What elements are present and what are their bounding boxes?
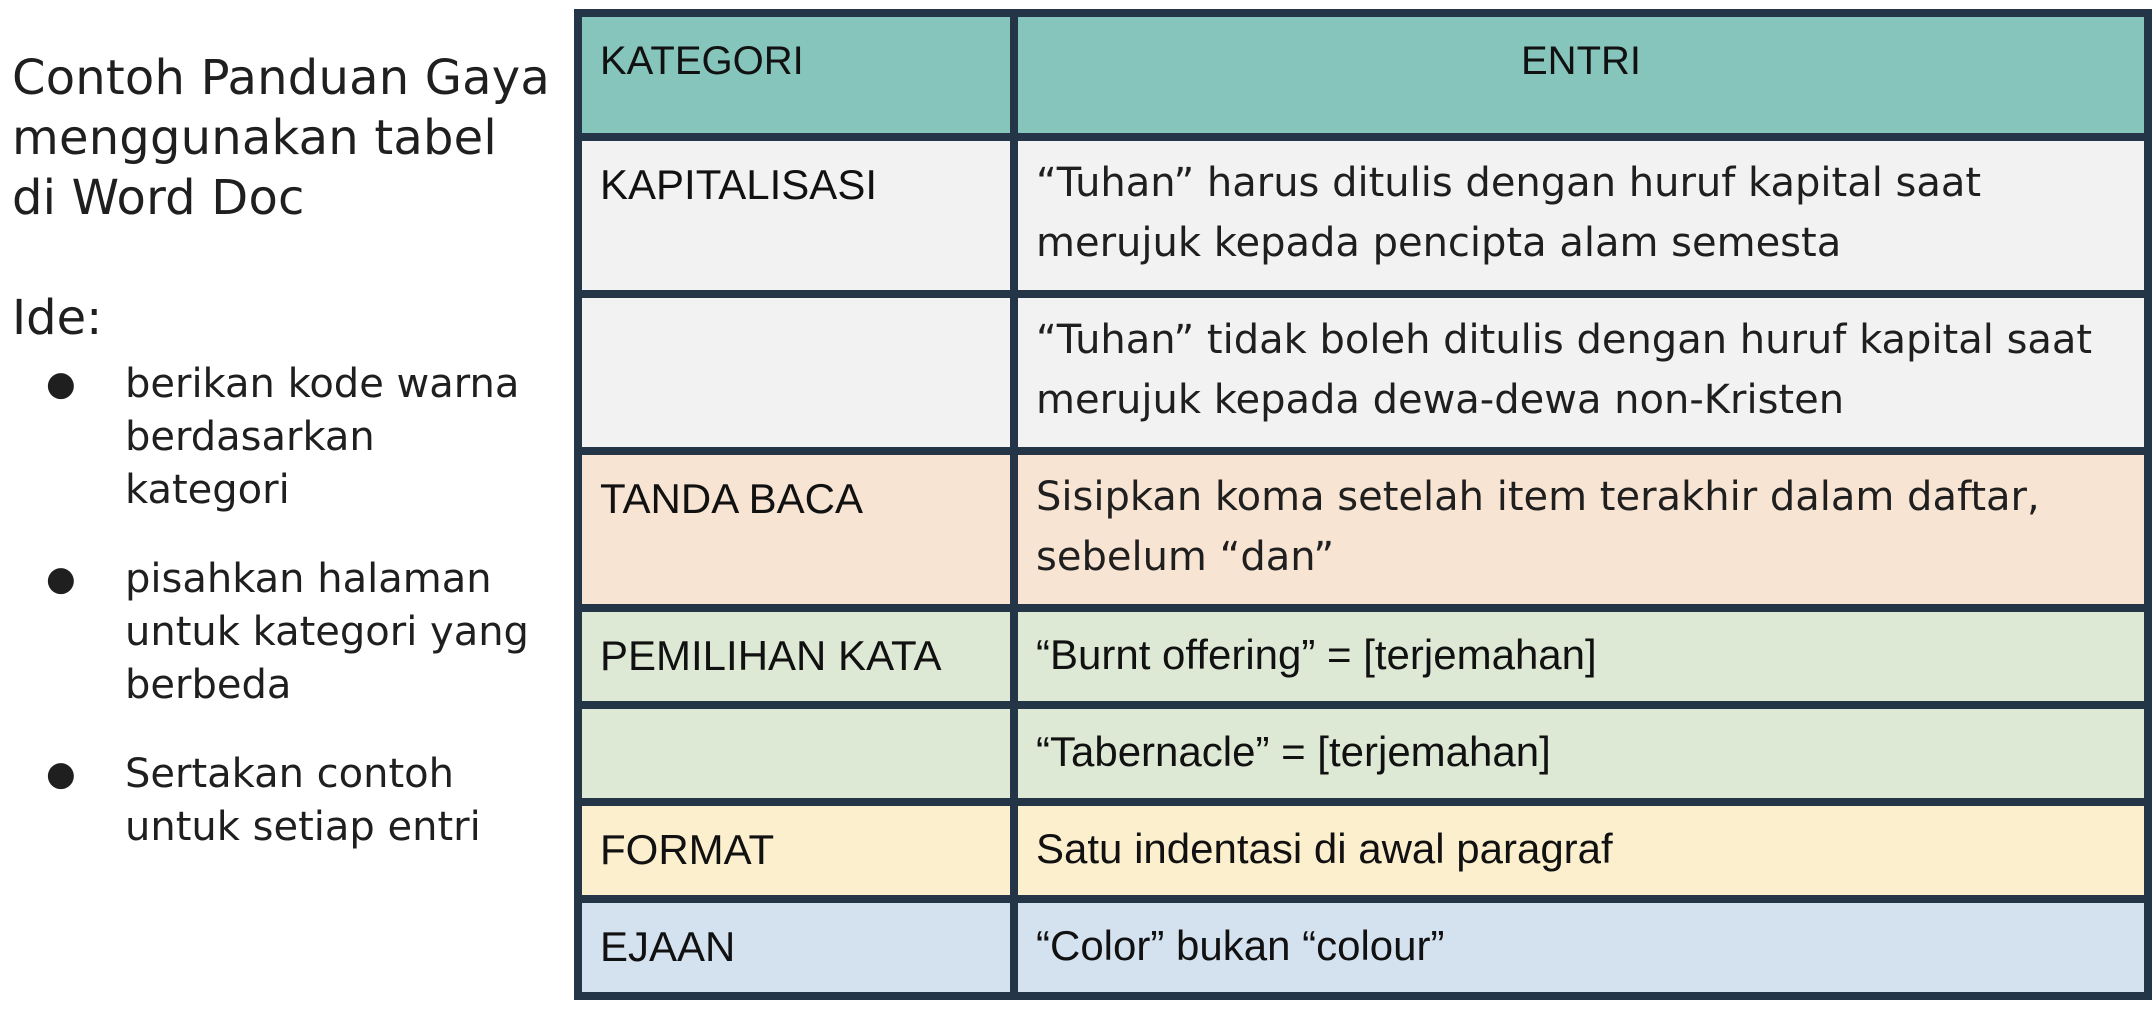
table-header-row bbox=[578, 13, 2148, 137]
ideas-list bbox=[12, 358, 552, 854]
column-header-entry: ENTRI bbox=[1014, 13, 2148, 137]
category-cell: KAPITALISASI bbox=[578, 137, 1014, 294]
entry-cell: Satu indentasi di awal paragraf bbox=[1014, 802, 2148, 899]
page-title: Contoh Panduan Gaya menggunakan tabel di Word Doc bbox=[12, 50, 551, 226]
bullet-icon: ● bbox=[46, 364, 76, 404]
table-row bbox=[578, 451, 2148, 608]
bullet-icon: ● bbox=[46, 559, 76, 599]
category-cell bbox=[578, 294, 1014, 451]
table-row bbox=[578, 705, 2148, 802]
notes-panel bbox=[12, 48, 552, 854]
list-item bbox=[12, 358, 552, 517]
list-item bbox=[12, 553, 552, 712]
category-cell: PEMILIHAN KATA bbox=[578, 608, 1014, 705]
entry-cell: “Color” bukan “colour” bbox=[1014, 899, 2148, 996]
ideas-heading: Ide: bbox=[12, 290, 103, 346]
style-guide-table-wrapper bbox=[574, 9, 2144, 1000]
entry-cell: “Burnt offering” = [terjemahan] bbox=[1014, 608, 2148, 705]
table-row bbox=[578, 608, 2148, 705]
entry-cell: “Tuhan” tidak boleh ditulis dengan huruf kapital saat merujuk kepada dewa-dewa non-Kristen bbox=[1014, 294, 2148, 451]
table-row bbox=[578, 802, 2148, 899]
entry-cell: Sisipkan koma setelah item terakhir dalam daftar, sebelum “dan” bbox=[1014, 451, 2148, 608]
style-guide-table bbox=[574, 9, 2152, 1000]
entry-cell: “Tuhan” harus ditulis dengan huruf kapital saat merujuk kepada pencipta alam semesta bbox=[1014, 137, 2148, 294]
table-row bbox=[578, 137, 2148, 294]
category-cell: FORMAT bbox=[578, 802, 1014, 899]
idea-text: Sertakan contoh untuk setiap entri bbox=[125, 751, 481, 850]
category-cell: EJAAN bbox=[578, 899, 1014, 996]
table-row bbox=[578, 294, 2148, 451]
column-header-category: KATEGORI bbox=[578, 13, 1014, 137]
entry-cell: “Tabernacle” = [terjemahan] bbox=[1014, 705, 2148, 802]
idea-text: berikan kode warna berdasarkan kategori bbox=[125, 361, 520, 513]
idea-text: pisahkan halaman untuk kategori yang berbeda bbox=[125, 556, 529, 708]
list-item bbox=[12, 748, 552, 854]
table-row bbox=[578, 899, 2148, 996]
category-cell: TANDA BACA bbox=[578, 451, 1014, 608]
bullet-icon: ● bbox=[46, 754, 76, 794]
category-cell bbox=[578, 705, 1014, 802]
